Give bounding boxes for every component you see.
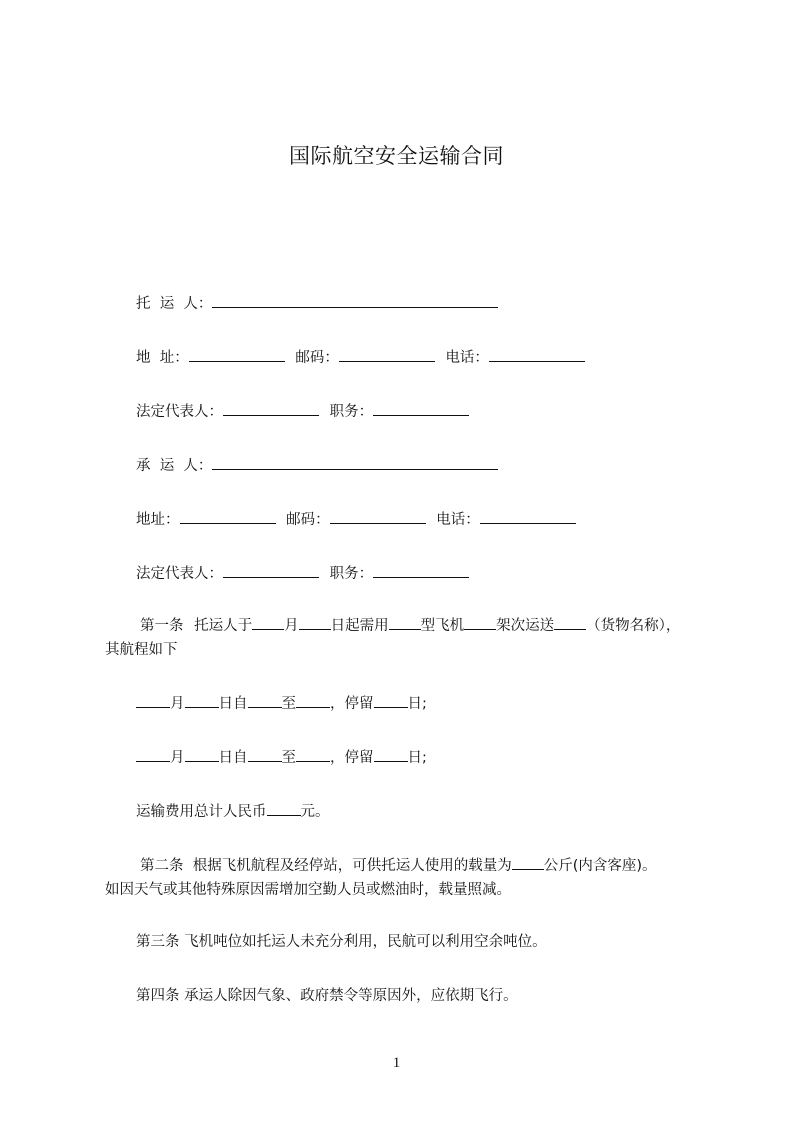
shipper-postcode-field[interactable] [339,346,435,362]
carrier-postcode-label: 邮码： [286,512,330,528]
carrier-address-label: 地址： [136,512,180,528]
article-4: 第四条 承运人除因气象、政府禁令等原因外，应依期飞行。 [136,988,518,1004]
carrier-legal-rep-field[interactable] [223,562,319,578]
carrier-address-line [136,508,576,530]
route-1-stay-field[interactable] [374,692,408,708]
route-1-month-field[interactable] [136,692,170,708]
fee-amount-field[interactable] [267,800,301,816]
article-2-text: 第二条 根据飞机航程及经停站，可供托运人使用的载量为 [140,858,512,874]
route-line-2 [136,746,427,768]
article-2-line-1 [140,854,657,876]
article-1-continuation: 其航程如下 [105,642,178,658]
route-2-stay-field[interactable] [374,746,408,762]
shipper-address-line [136,346,585,368]
shipper-address-field[interactable] [189,346,285,362]
carrier-name-label: 承 运 人： [136,458,213,474]
shipper-name-field[interactable] [212,292,498,308]
article-1-goods-label: （货物名称）， [586,618,681,634]
fee-line [136,800,330,822]
carrier-name-field[interactable] [212,454,498,470]
shipper-phone-field[interactable] [489,346,585,362]
shipper-name-label: 托 运 人： [136,296,213,312]
shipper-postcode-label: 邮码： [295,350,339,366]
route-1-origin-field[interactable] [248,692,282,708]
route-1-to-label: 至 [281,696,296,712]
carrier-name-line [136,454,498,476]
carrier-address-field[interactable] [180,508,276,524]
route-1-day-end-label: 日; [407,696,427,712]
article-2-load-field[interactable] [512,854,544,870]
route-2-month-label: 月 [170,750,185,766]
carrier-position-label: 职务： [329,566,374,582]
page-number: 1 [392,1055,401,1071]
shipper-phone-label: 电话： [445,350,489,366]
shipper-legal-rep-field[interactable] [223,400,319,416]
article-1-aircraft-label: 型飞机 [420,618,465,634]
shipper-name-line [136,292,498,314]
route-1-destination-field[interactable] [296,692,330,708]
article-1-sorties-field[interactable] [464,614,496,630]
route-2-origin-field[interactable] [248,746,282,762]
carrier-position-field[interactable] [373,562,469,578]
shipper-address-label: 地 址： [136,350,189,366]
article-1-day-field[interactable] [299,614,331,630]
route-2-to-label: 至 [281,750,296,766]
article-1-text: 托运人于 [194,618,253,634]
shipper-legal-rep-line [136,400,469,422]
route-2-stay-label: ，停留 [330,750,374,766]
route-line-1 [136,692,427,714]
route-2-from-label: 日自 [218,750,248,766]
article-1-line [140,614,680,636]
route-1-month-label: 月 [170,696,185,712]
article-1-month-field[interactable] [252,614,284,630]
carrier-legal-rep-label: 法定代表人： [136,566,223,582]
route-2-month-field[interactable] [136,746,170,762]
article-2-unit-label: 公斤(内含客座)。 [543,858,657,874]
article-3: 第三条 飞机吨位如托运人未充分利用，民航可以利用空余吨位。 [136,934,547,950]
fee-label: 运输费用总计人民币 [136,804,267,820]
route-1-from-label: 日自 [218,696,248,712]
route-1-stay-label: ，停留 [330,696,374,712]
route-2-day-field[interactable] [185,746,219,762]
route-1-day-field[interactable] [185,692,219,708]
article-1-month-label: 月 [284,618,299,634]
route-2-day-end-label: 日; [407,750,427,766]
article-1-sorties-label: 架次运送 [496,618,555,634]
shipper-position-field[interactable] [373,400,469,416]
shipper-legal-rep-label: 法定代表人： [136,404,223,420]
fee-unit-label: 元。 [300,804,330,820]
article-1-day-label: 日起需用 [330,618,389,634]
article-1-goods-field[interactable] [554,614,586,630]
carrier-phone-label: 电话： [436,512,480,528]
route-2-destination-field[interactable] [296,746,330,762]
article-1-heading: 第一条 [140,618,184,634]
article-1-aircraft-type-field[interactable] [389,614,421,630]
page-title: 国际航空安全运输合同 [289,144,504,168]
shipper-position-label: 职务： [329,404,374,420]
carrier-phone-field[interactable] [480,508,576,524]
carrier-postcode-field[interactable] [330,508,426,524]
carrier-legal-rep-line [136,562,469,584]
article-2-line-2: 如因天气或其他特殊原因需增加空勤人员或燃油时，载量照减。 [105,882,511,898]
